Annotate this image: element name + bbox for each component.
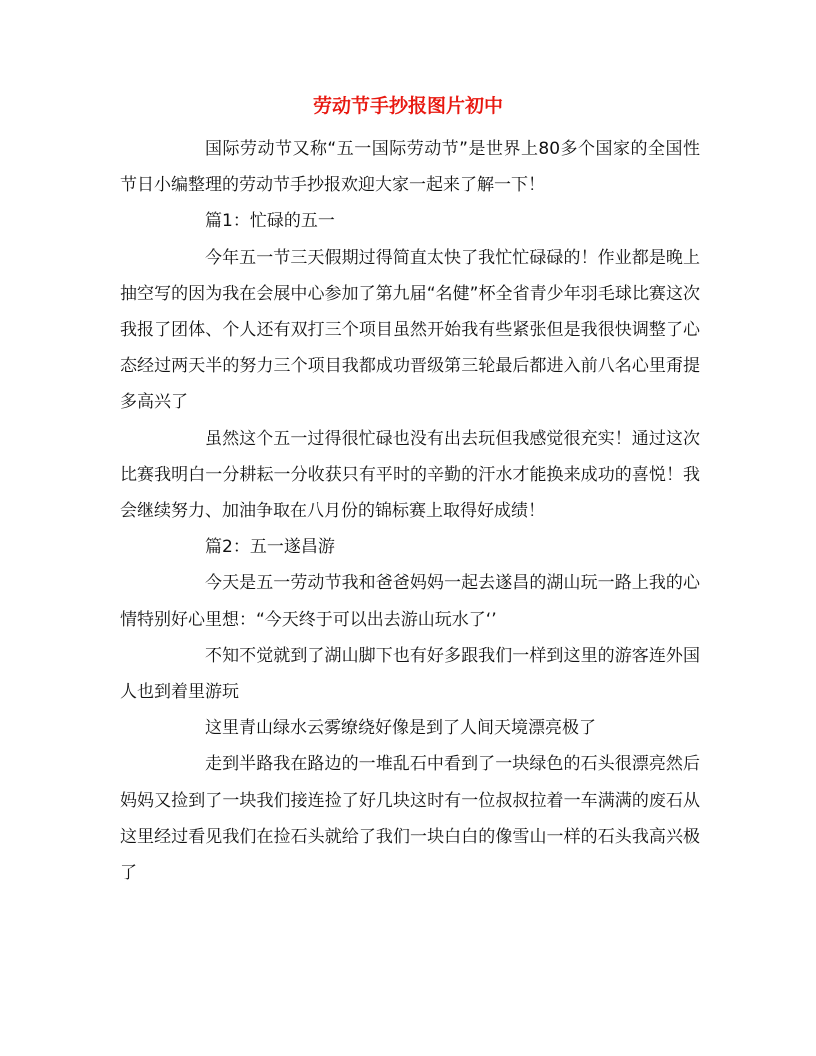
section-2-paragraph-1: 今天是五一劳动节我和爸爸妈妈一起去遂昌的湖山玩一路上我的心情特别好心里想：“今天终于可以出去游山玩水了‘’	[120, 573, 700, 630]
section-2-paragraph-2: 不知不觉就到了湖山脚下也有好多跟我们一样到这里的游客连外国人也到着里游玩	[120, 645, 700, 703]
section-1-paragraph-1: 今年五一节三天假期过得简直太快了我忙忙碌碌的！作业都是晚上抽空写的因为我在会展中心参加了第九届“名健”杯全省青少年羽毛球比赛这次我报了团体、个人还有双打三个项目虽然开始我有些紧张但是我很快调整了心态经过两天半的努力三个项目我都成功晋级第三轮最后都进入前八名心里甭提多高兴了	[120, 247, 700, 413]
section-2-paragraph-4: 走到半路我在路边的一堆乱石中看到了一块绿色的石头很漂亮然后妈妈又捡到了一块我们接连捡了好几块这时有一位叔叔拉着一车满满的废石从这里经过看见我们在捡石头就给了我们一块白白的像雪山一样的石头我高兴极了	[120, 754, 700, 884]
section-heading-2: 篇2：五一遂昌游	[205, 537, 335, 558]
document-body	[120, 131, 700, 891]
section-heading-1: 篇1：忙碌的五一	[205, 211, 335, 232]
document-title: 劳动节手抄报图片初中	[312, 95, 503, 117]
intro-paragraph: 国际劳动节又称“五一国际劳动节”是世界上80多个国家的全国性节日小编整理的劳动节手抄报欢迎大家一起来了解一下！	[120, 139, 700, 196]
section-1-paragraph-2: 虽然这个五一过得很忙碌也没有出去玩但我感觉很充实！通过这次比赛我明白一分耕耘一分收获只有平时的辛勤的汗水才能换来成功的喜悦！我会继续努力、加油争取在八月份的锦标赛上取得好成绩！	[120, 428, 700, 522]
section-2-paragraph-3: 这里青山绿水云雾缭绕好像是到了人间天境漂亮极了	[205, 718, 596, 739]
